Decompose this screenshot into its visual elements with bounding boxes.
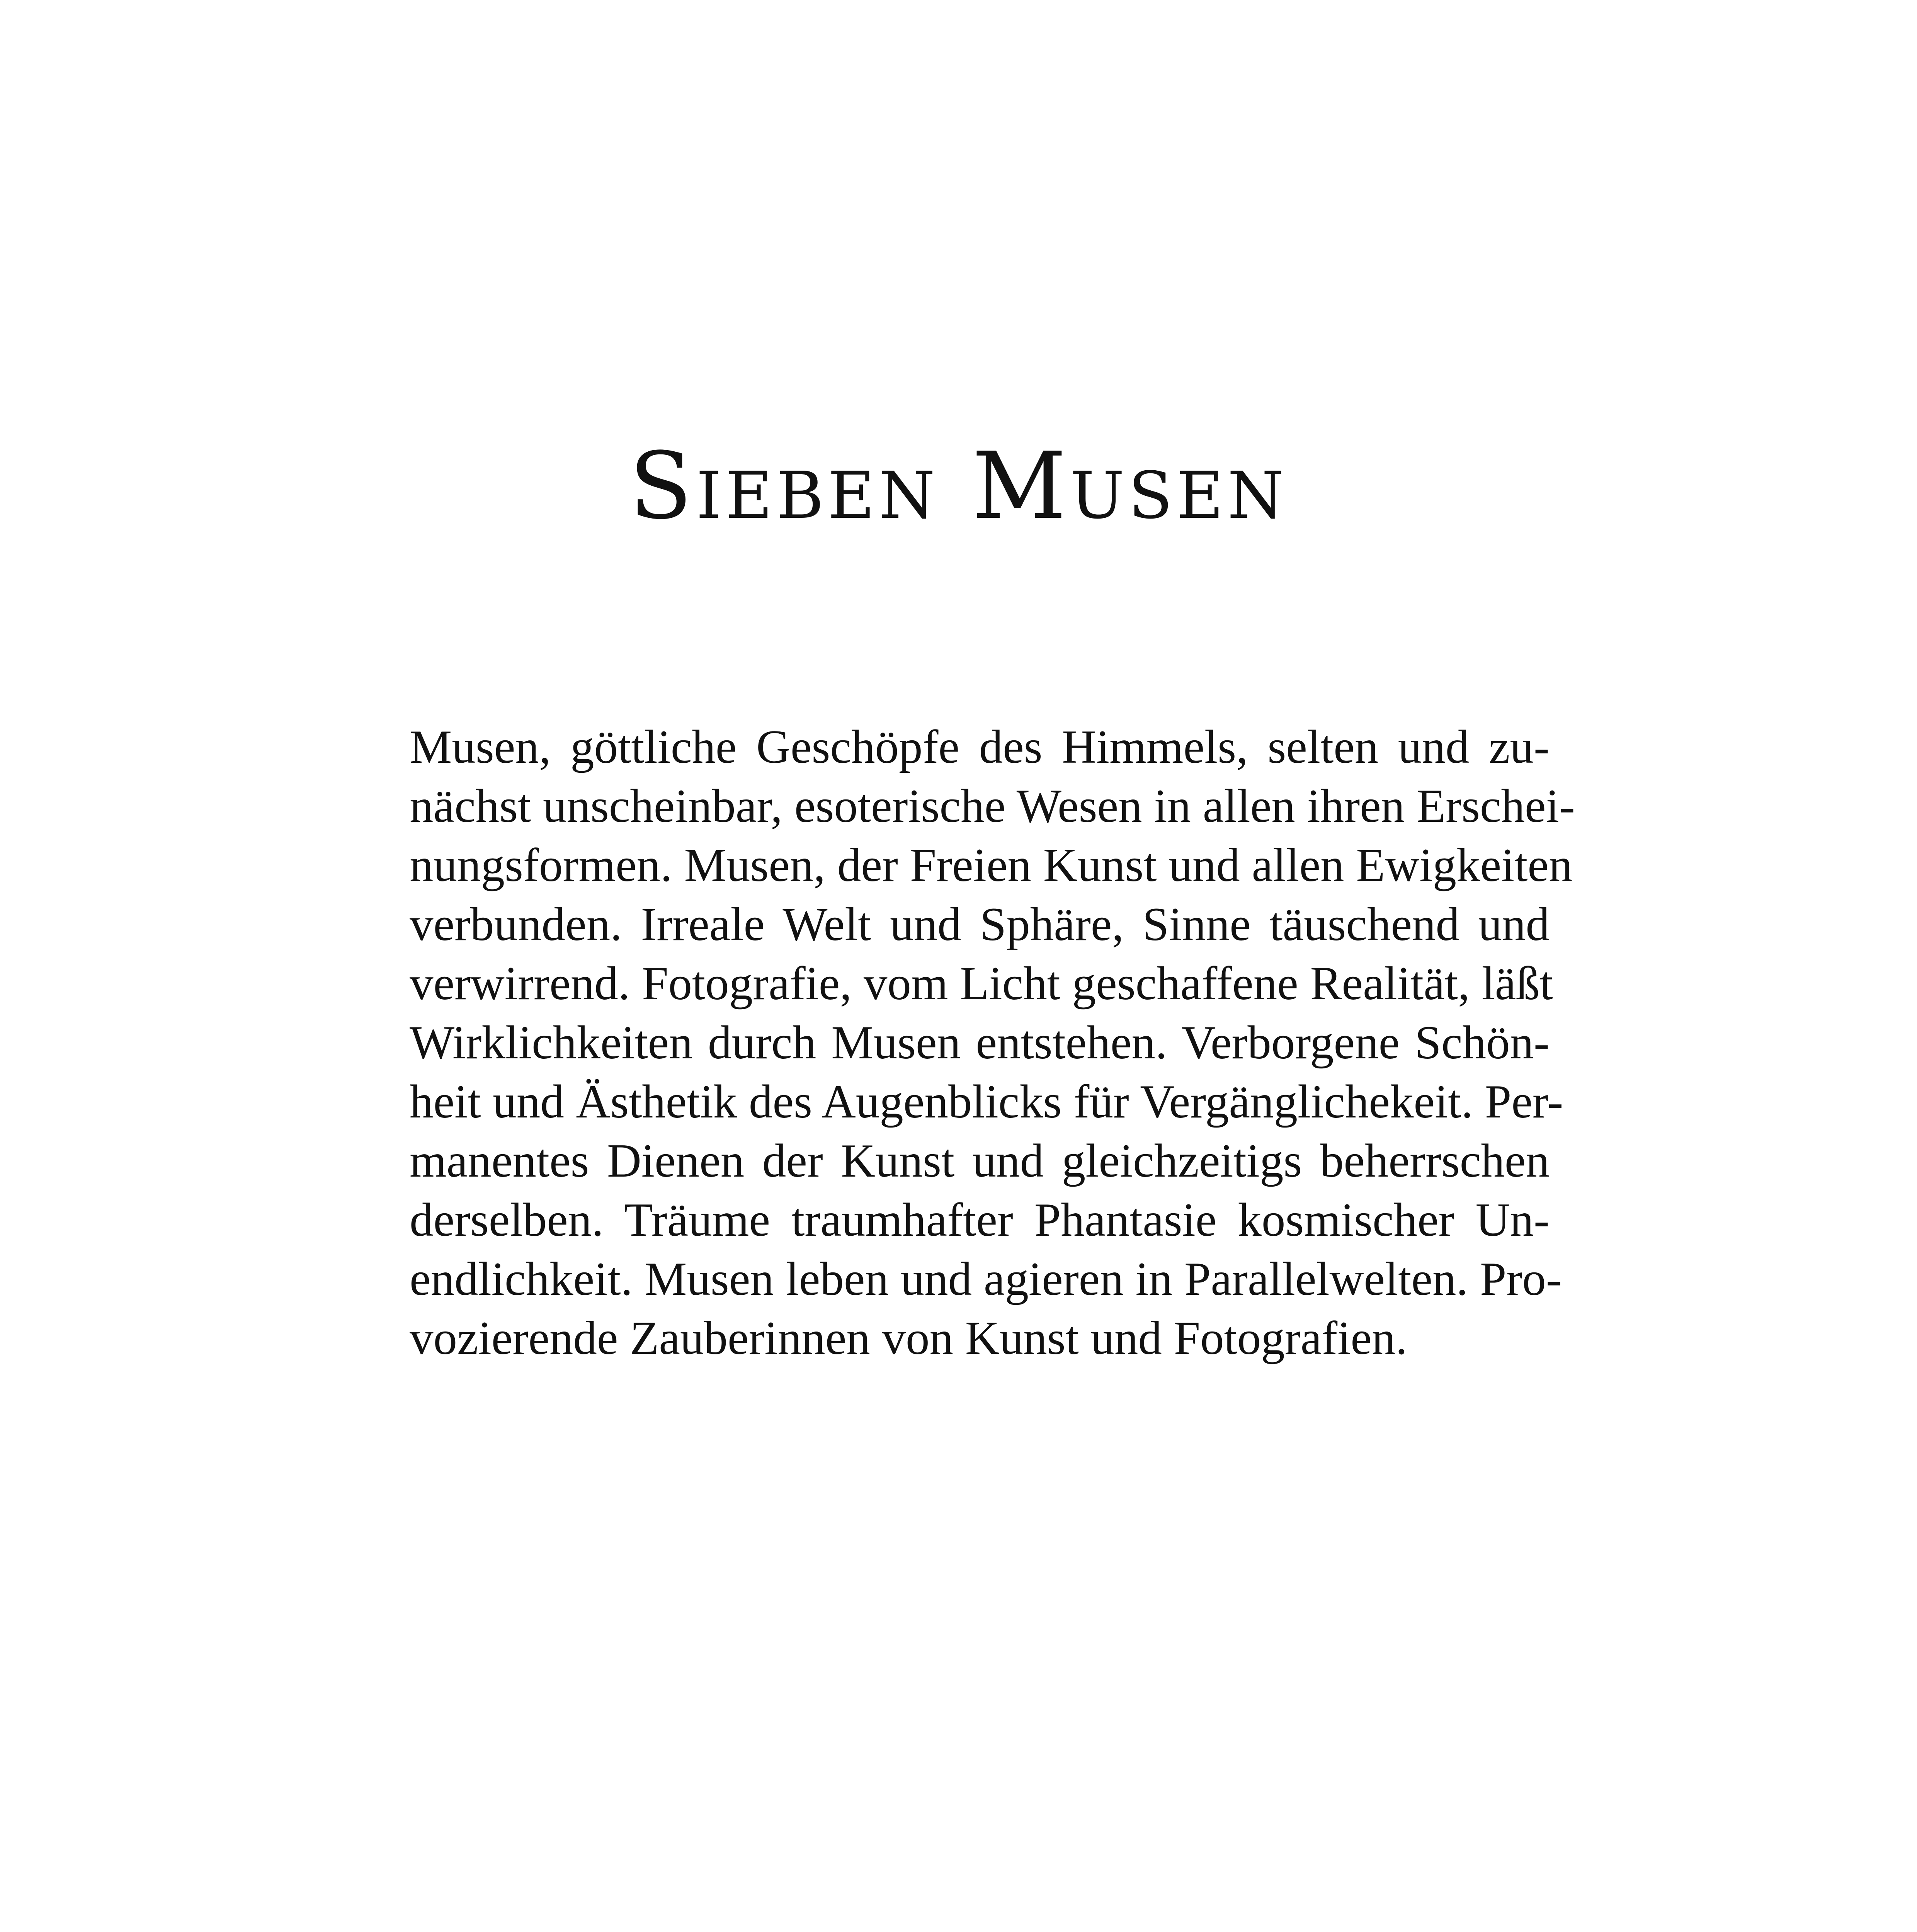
intro-line: manentes Dienen der Kunst und gleichzeitigs beherrschen	[410, 1134, 1550, 1187]
intro-line: verbunden. Irreale Welt und Sphäre, Sinne täuschend und	[410, 898, 1550, 951]
intro-line: nächst unscheinbar, esoterische Wesen in allen ihren Erschei-	[410, 779, 1575, 832]
intro-line: derselben. Träume traumhafter Phantasie kosmischer Un-	[410, 1193, 1550, 1246]
intro-line: vozierende Zauberinnen von Kunst und Fotografien.	[410, 1311, 1408, 1364]
page-title: Sieben Musen	[629, 433, 1288, 540]
intro-line: endlichkeit. Musen leben und agieren in Parallelwelten. Pro-	[410, 1252, 1562, 1305]
intro-paragraph	[410, 717, 1575, 1367]
intro-line: Musen, göttliche Geschöpfe des Himmels, selten und zu-	[410, 720, 1550, 773]
intro-line: verwirrend. Fotografie, vom Licht geschaffene Realität, läßt	[410, 957, 1553, 1010]
intro-line: heit und Ästhetik des Augenblicks für Vergänglichekeit. Per-	[410, 1075, 1563, 1128]
intro-line: nungsformen. Musen, der Freien Kunst und allen Ewigkeiten	[410, 838, 1573, 891]
intro-line: Wirklichkeiten durch Musen entstehen. Verborgene Schön-	[410, 1016, 1550, 1069]
